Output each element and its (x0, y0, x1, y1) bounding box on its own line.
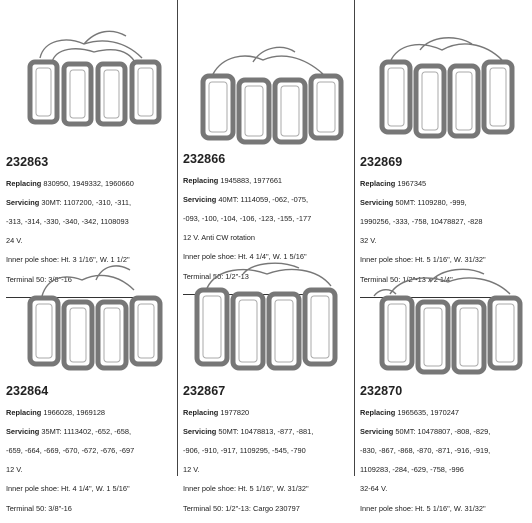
servicing-label: Servicing (183, 426, 217, 436)
product-cell-232867[interactable] (183, 240, 351, 513)
field-coil-image (360, 254, 528, 382)
replacing-label: Replacing (360, 407, 396, 417)
replacing-label: Replacing (360, 178, 396, 188)
servicing-label: Servicing (6, 426, 40, 436)
spec-line: Terminal 50: 3/8"-16 (6, 503, 72, 513)
spec-line: 12 V. (6, 465, 23, 475)
field-coil-image (183, 252, 351, 380)
spec-line: 12 V. (183, 465, 200, 475)
servicing-value: 50MT: 10478807, -808, -829, (395, 426, 491, 436)
servicing-label: Servicing (360, 426, 394, 436)
part-number: 232864 (6, 384, 49, 398)
spec-line: 32 V. (360, 236, 377, 246)
product-cell-232870[interactable] (360, 240, 528, 513)
replacing-value: 1977820 (220, 407, 250, 417)
spec-line: Terminal 50: 1/2"-13 (183, 271, 249, 281)
servicing-value: 40MT: 1114059, -062, -075, (218, 194, 309, 204)
spec-line: Inner pole shoe: Ht. 4 1/4", W. 1 5/16" (183, 252, 307, 262)
field-coil-image (360, 22, 528, 150)
field-coil-image (6, 250, 174, 378)
spec-line: Inner pole shoe: Ht. 5 1/16", W. 31/32" (183, 484, 309, 494)
servicing-continued: -906, -910, -917, 1109295, -545, -790 (183, 445, 306, 455)
part-number: 232867 (183, 384, 226, 398)
servicing-continued: -313, -314, -330, -340, -342, 1108093 (6, 216, 129, 226)
replacing-value: 1966028, 1969128 (43, 407, 106, 417)
replacing-value: 1945883, 1977661 (220, 175, 283, 185)
product-cell-232866[interactable] (183, 0, 351, 281)
servicing-continued: -093, -100, -104, -106, -123, -155, -177 (183, 213, 312, 223)
part-number: 232866 (183, 152, 226, 166)
column-divider (354, 0, 355, 476)
servicing-label: Servicing (6, 197, 40, 207)
spec-line: 24 V. (6, 236, 23, 246)
servicing-continued: 1990256, -333, -758, 10478827, -828 (360, 216, 483, 226)
spec-line: 12 V. Anti CW rotation (183, 233, 256, 243)
spec-line: Inner pole shoe: Ht. 5 1/16", W. 31/32" (360, 503, 486, 513)
servicing-continued: -659, -664, -669, -670, -672, -676, -697 (6, 445, 135, 455)
spec-line: 32-64 V. (360, 484, 388, 494)
part-number: 232863 (6, 155, 49, 169)
product-cell-232864[interactable] (6, 240, 174, 513)
replacing-value: 830950, 1949332, 1960660 (43, 178, 134, 188)
replacing-label: Replacing (6, 407, 42, 417)
field-coil-image (183, 22, 351, 152)
field-coil-image (6, 18, 174, 144)
column-divider (177, 0, 178, 476)
product-cell-232869[interactable] (360, 0, 528, 284)
servicing-continued: 1109283, -284, -629, -758, -996 (360, 465, 464, 475)
product-cell-232863[interactable] (6, 0, 174, 284)
spec-line: Inner pole shoe: Ht. 4 1/4", W. 1 5/16" (6, 484, 130, 494)
servicing-value: 35MT: 1113402, -652, -658, (41, 426, 132, 436)
replacing-value: 1967345 (397, 178, 427, 188)
servicing-label: Servicing (360, 197, 394, 207)
spec-line: Terminal 50: 3/8"-16 (6, 274, 72, 284)
servicing-continued: -830, -867, -868, -870, -871, -916, -919, (360, 445, 491, 455)
spec-line: Inner pole shoe: Ht. 5 1/16", W. 31/32" (360, 255, 486, 265)
part-number: 232870 (360, 384, 403, 398)
part-number: 232869 (360, 155, 403, 169)
spec-line: Inner pole shoe: Ht. 3 1/16", W. 1 1/2" (6, 255, 130, 265)
spec-line: Terminal 50: 1/2"-13 x 2 1/4" (360, 274, 453, 284)
servicing-label: Servicing (183, 194, 217, 204)
servicing-value: 30MT: 1107200, -310, -311, (41, 197, 132, 207)
replacing-value: 1965635, 1970247 (397, 407, 460, 417)
replacing-label: Replacing (183, 407, 219, 417)
servicing-value: 50MT: 10478813, -877, -881, (218, 426, 314, 436)
servicing-value: 50MT: 1109280, -999, (395, 197, 467, 207)
replacing-label: Replacing (6, 178, 42, 188)
spec-line: Terminal 50: 1/2"-13: Cargo 230797 (183, 503, 300, 513)
replacing-label: Replacing (183, 175, 219, 185)
